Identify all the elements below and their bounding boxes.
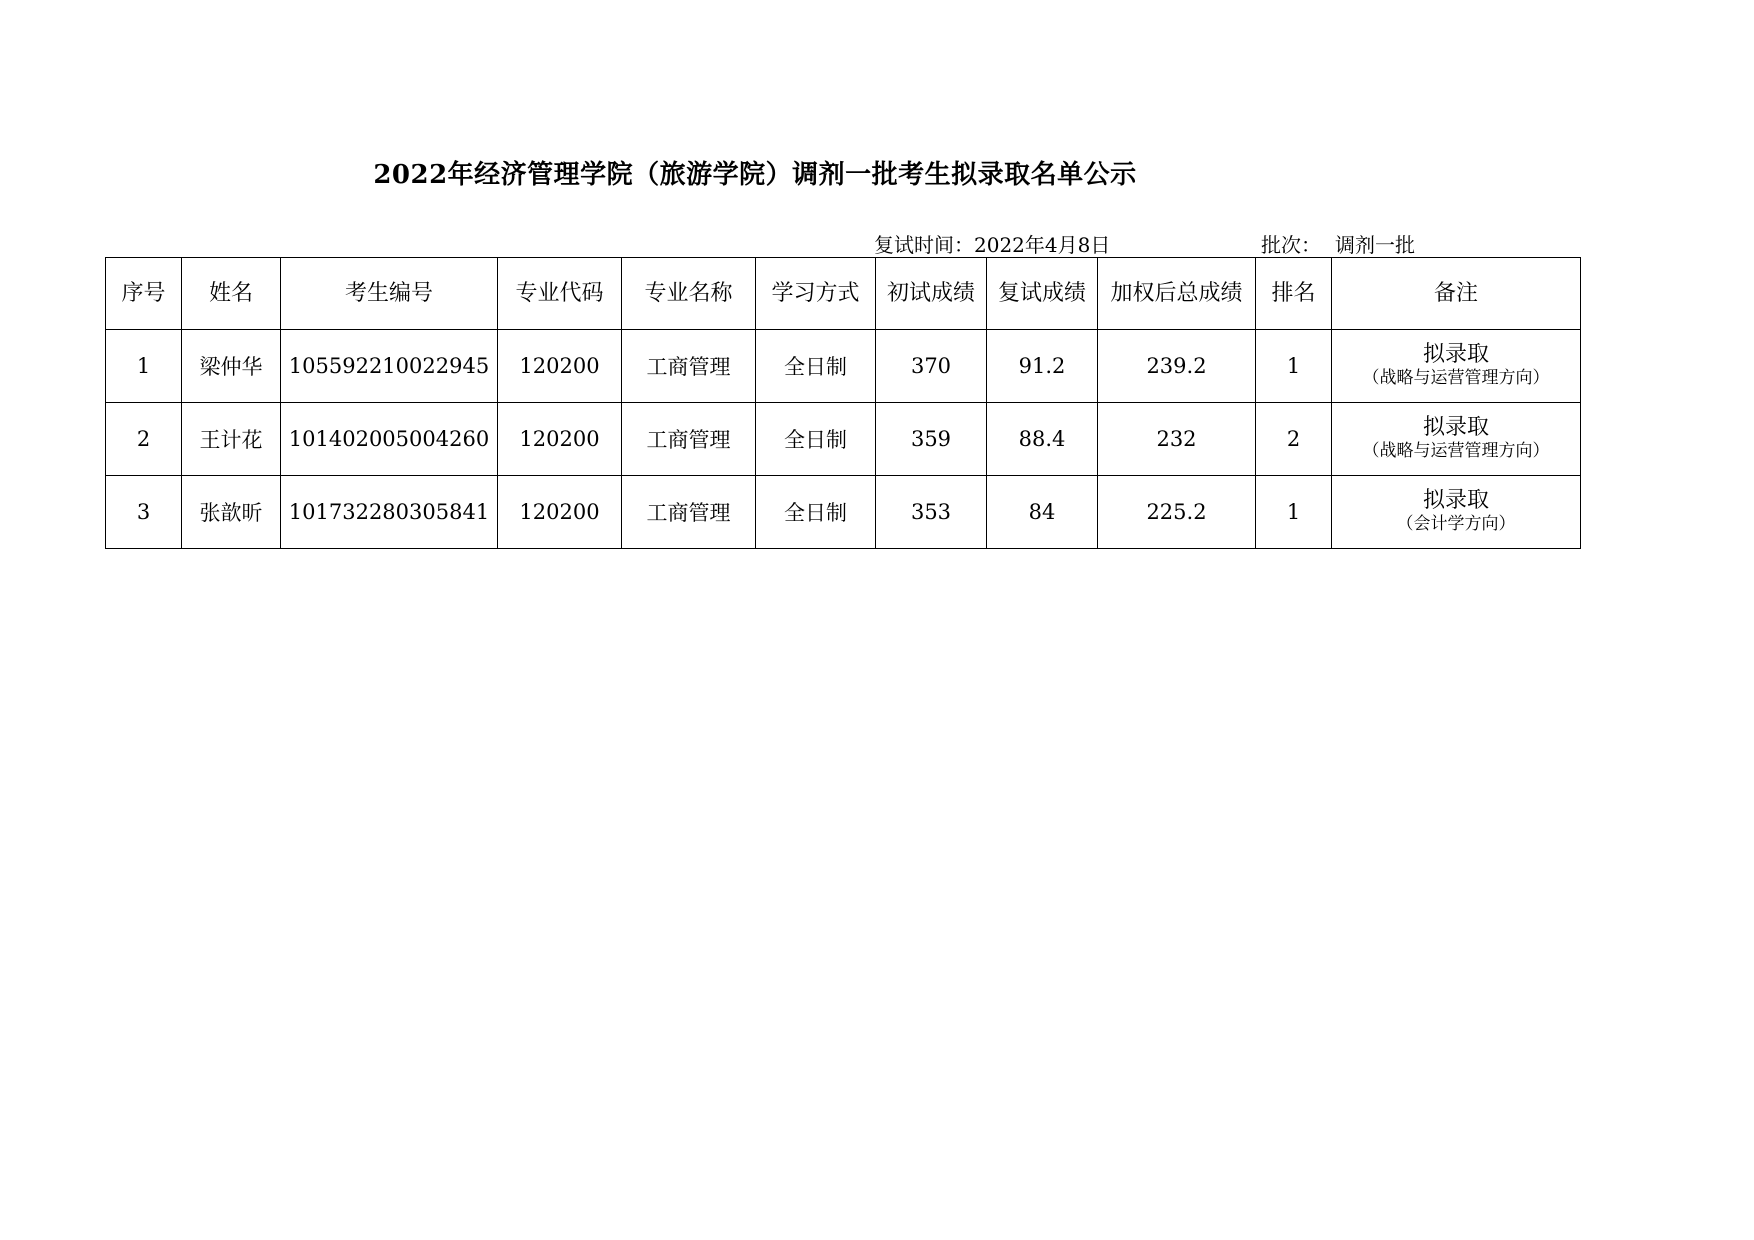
header-cell-major-code: 专业代码 bbox=[498, 258, 622, 330]
batch-value: 调剂一批 bbox=[1335, 233, 1415, 257]
cell-no: 3 bbox=[106, 476, 182, 549]
cell-study-mode: 全日制 bbox=[756, 476, 876, 549]
header-cell-rank: 排名 bbox=[1256, 258, 1332, 330]
cell-name: 张歆昕 bbox=[182, 476, 281, 549]
cell-initial-score: 353 bbox=[876, 476, 987, 549]
cell-note bbox=[1332, 330, 1581, 403]
cell-study-mode: 全日制 bbox=[756, 330, 876, 403]
cell-retest-score: 84 bbox=[987, 476, 1098, 549]
note-direction: （会计学方向） bbox=[1396, 514, 1516, 534]
admission-table bbox=[105, 257, 1581, 549]
header-cell-no: 序号 bbox=[106, 258, 182, 330]
table-row bbox=[106, 476, 1581, 549]
header-cell-major-name: 专业名称 bbox=[622, 258, 756, 330]
cell-retest-score: 88.4 bbox=[987, 403, 1098, 476]
cell-name: 王计花 bbox=[182, 403, 281, 476]
header-cell-study-mode: 学习方式 bbox=[756, 258, 876, 330]
cell-rank: 1 bbox=[1256, 330, 1332, 403]
cell-major-name: 工商管理 bbox=[622, 403, 756, 476]
note-direction: （战略与运营管理方向） bbox=[1362, 441, 1550, 461]
cell-weighted-total: 225.2 bbox=[1098, 476, 1256, 549]
retest-time-label: 复试时间： bbox=[874, 233, 974, 257]
cell-no: 2 bbox=[106, 403, 182, 476]
header-cell-weighted-total: 加权后总成绩 bbox=[1098, 258, 1256, 330]
table-row bbox=[106, 403, 1581, 476]
header-cell-initial-score: 初试成绩 bbox=[876, 258, 987, 330]
cell-weighted-total: 232 bbox=[1098, 403, 1256, 476]
cell-major-name: 工商管理 bbox=[622, 476, 756, 549]
note-direction: （战略与运营管理方向） bbox=[1362, 368, 1550, 388]
cell-name: 梁仲华 bbox=[182, 330, 281, 403]
retest-time bbox=[874, 229, 1110, 258]
note-status: 拟录取 bbox=[1422, 488, 1489, 513]
cell-exam-id: 101402005004260 bbox=[281, 403, 498, 476]
cell-initial-score: 370 bbox=[876, 330, 987, 403]
cell-major-code: 120200 bbox=[498, 476, 622, 549]
batch-label: 批次： bbox=[1261, 233, 1321, 257]
cell-rank: 1 bbox=[1256, 476, 1332, 549]
note-status: 拟录取 bbox=[1422, 342, 1489, 367]
cell-weighted-total: 239.2 bbox=[1098, 330, 1256, 403]
cell-study-mode: 全日制 bbox=[756, 403, 876, 476]
cell-retest-score: 91.2 bbox=[987, 330, 1098, 403]
cell-major-code: 120200 bbox=[498, 330, 622, 403]
cell-major-code: 120200 bbox=[498, 403, 622, 476]
cell-note bbox=[1332, 476, 1581, 549]
cell-note bbox=[1332, 403, 1581, 476]
note-status: 拟录取 bbox=[1422, 415, 1489, 440]
header-cell-retest-score: 复试成绩 bbox=[987, 258, 1098, 330]
page-title: 2022年经济管理学院（旅游学院）调剂一批考生拟录取名单公示 bbox=[373, 160, 1137, 190]
cell-no: 1 bbox=[106, 330, 182, 403]
batch-info bbox=[1261, 229, 1415, 258]
cell-rank: 2 bbox=[1256, 403, 1332, 476]
cell-major-name: 工商管理 bbox=[622, 330, 756, 403]
header-cell-note: 备注 bbox=[1332, 258, 1581, 330]
cell-exam-id: 105592210022945 bbox=[281, 330, 498, 403]
cell-exam-id: 101732280305841 bbox=[281, 476, 498, 549]
retest-time-value: 2022年4月8日 bbox=[974, 233, 1111, 257]
header-cell-name: 姓名 bbox=[182, 258, 281, 330]
table-header-row bbox=[106, 258, 1581, 330]
cell-initial-score: 359 bbox=[876, 403, 987, 476]
header-cell-exam-id: 考生编号 bbox=[281, 258, 498, 330]
table-row bbox=[106, 330, 1581, 403]
